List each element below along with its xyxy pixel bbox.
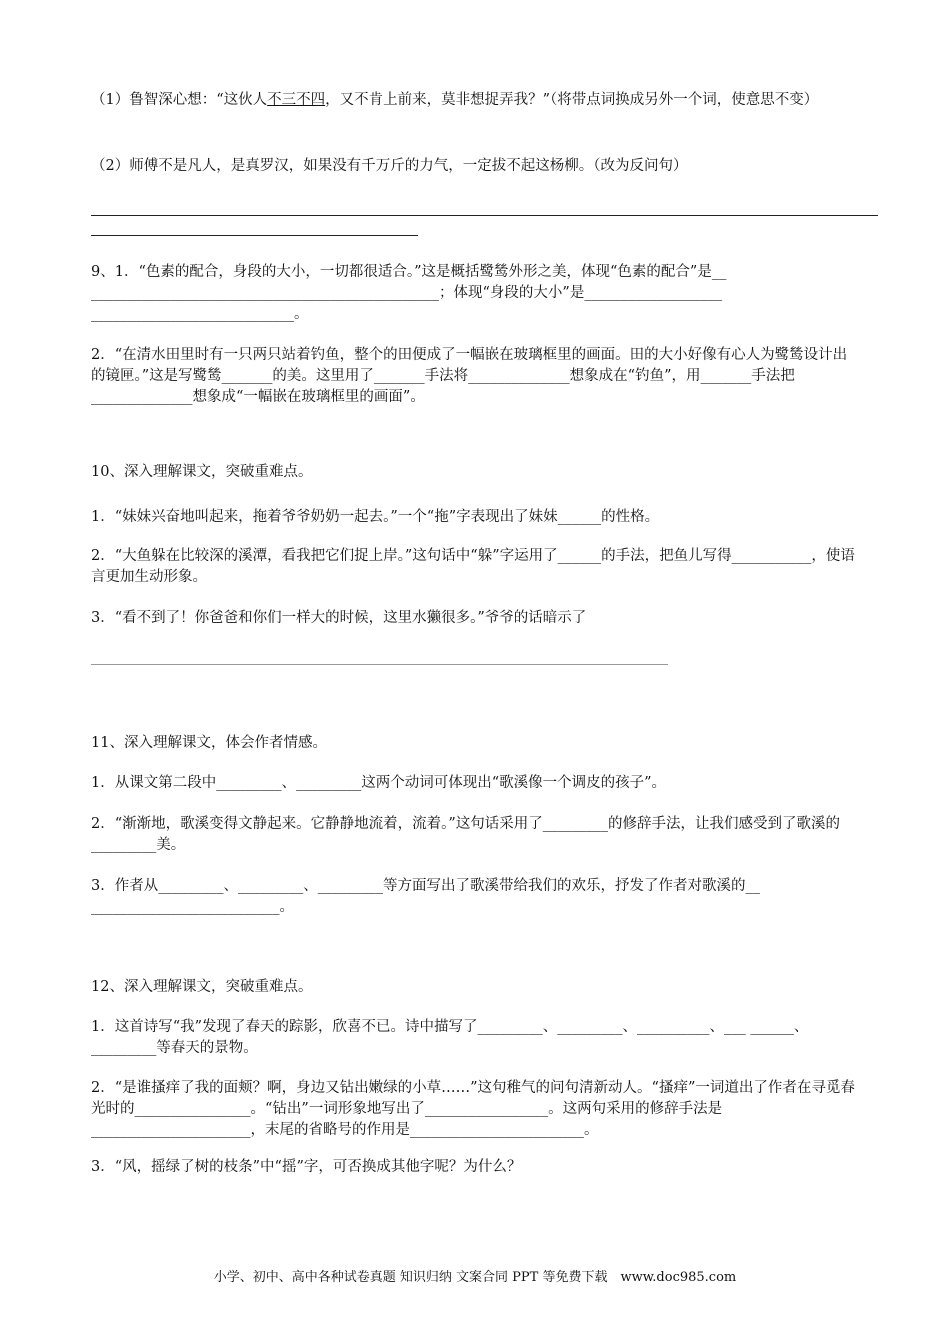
q12-title: 12、深入理解课文，突破重难点。 — [91, 979, 313, 995]
answer-line — [91, 235, 418, 236]
q12-item3: 3．“风，摇绿了树的枝条”中“摇”字，可否换成其他字呢？为什么？ — [91, 1159, 522, 1175]
q11-item2: 2．“渐渐地，歌溪变得文静起来。它静静地流着，流着。”这句话采用了_________的修辞手法，让我们感受到了歌溪的_________美。 — [91, 816, 841, 853]
q9-part2: 2．“在清水田里时有一只两只站着钓鱼，整个的田便成了一幅嵌在玻璃框里的画面。田的大小好像有心人为鹭鸶设计出的镜匣。”这是写鹭鸶_______的美。这里用了_______手法将______________想象成在“钓鱼”，用_______手法把______________想象成“一幅嵌在玻璃框里的画面”。 — [91, 347, 848, 405]
q12-item2: 2．“是谁搔痒了我的面颊？啊，身边又钻出嫩绿的小草……”这句稚气的问句清新动人。“搔痒”一词道出了作者在寻觅春光时的________________。“钻出”一词形象地写出了_________________。这两句采用的修辞手法是______________________，末尾的省略号的作用是________________________。 — [91, 1080, 855, 1138]
q10-item2: 2．“大鱼躲在比较深的溪潭，看我把它们捉上岸。”这句话中“躲”字运用了______的手法，把鱼儿写得___________，使语言更加生动形象。 — [91, 548, 855, 585]
q9-part1: 9、1．“色素的配合，身段的大小，一切都很适合。”这是概括鹭鸶外形之美，体现“色素的配合”是__ ________________________________________________；体现“身段的大小”是___________________ ____________________________。 — [91, 264, 731, 322]
prev-item-1-underlined-word: 不三不四 — [267, 92, 326, 108]
q11-title: 11、深入理解课文，体会作者情感。 — [91, 735, 327, 751]
q10-title: 10、深入理解课文，突破重难点。 — [91, 464, 313, 480]
answer-line — [91, 664, 668, 665]
prev-item-2: （2）师傅不是凡人，是真罗汉，如果没有千万斤的力气，一定拔不起这杨柳。（改为反问句） — [91, 158, 688, 174]
q10-item1: 1．“妹妹兴奋地叫起来，拖着爷爷奶奶一起去。”一个“拖”字表现出了妹妹______的性格。 — [91, 509, 660, 525]
prev-item-1-text-b: ，又不肯上前来，莫非想捉弄我？”（将带点词换成另外一个词，使意思不变） — [325, 92, 819, 108]
q11-item3: 3．作者从_________、_________、_________等方面写出了歌溪带给我们的欢乐，抒发了作者对歌溪的__ __________________________。 — [91, 878, 765, 915]
prev-item-1-text-a: （1）鲁智深心想：“这伙人 — [91, 92, 268, 108]
q10-item3: 3．“看不到了！你爸爸和你们一样大的时候，这里水獭很多。”爷爷的话暗示了 — [91, 610, 587, 626]
q12-item1: 1．这首诗写“我”发现了春天的踪影，欣喜不已。诗中描写了_________、_________、__________、___ ______、_________等春天的景物。 — [91, 1019, 809, 1056]
page-footer: 小学、初中、高中各种试卷真题 知识归纳 文案合同 PPT 等免费下载 www.doc985.com — [213, 1270, 737, 1285]
prev-item-1 — [91, 90, 861, 111]
answer-line — [91, 215, 878, 216]
q11-item1: 1．从课文第二段中_________、_________这两个动词可体现出“歌溪像一个调皮的孩子”。 — [91, 775, 667, 791]
